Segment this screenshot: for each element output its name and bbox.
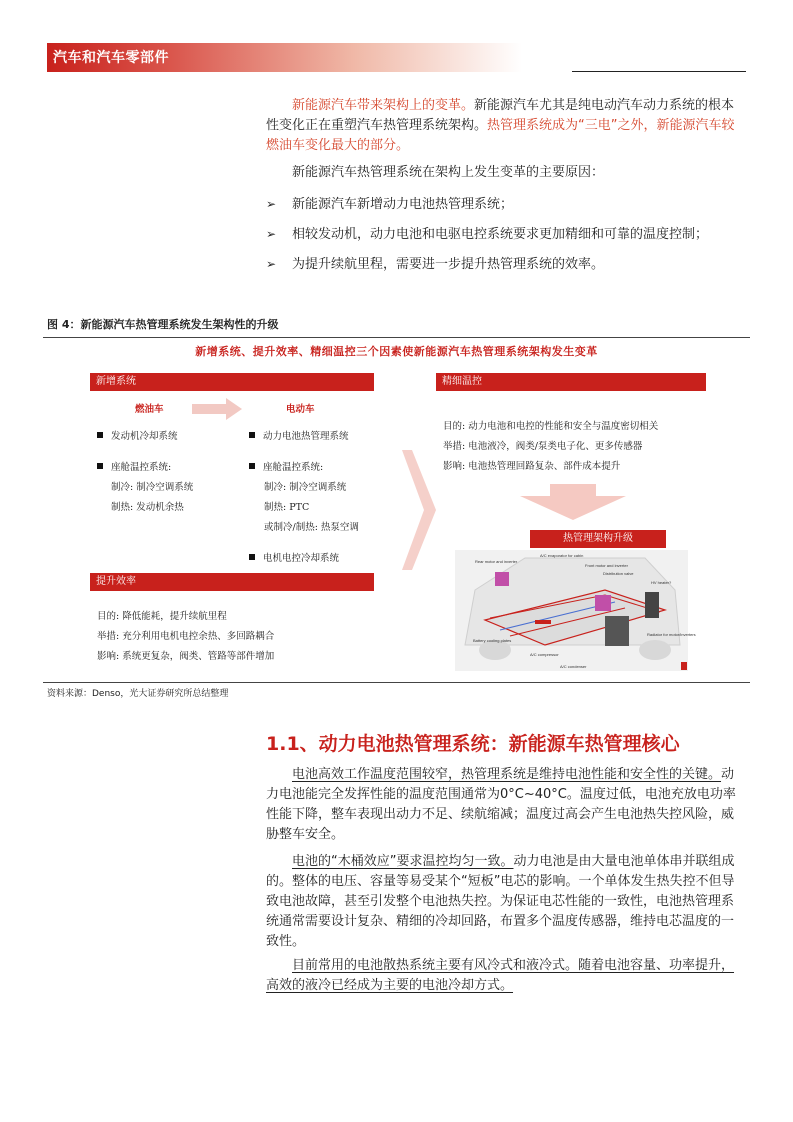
- arrow-bullet-icon: ➢: [266, 257, 277, 271]
- precise-line: 影响: 电池热管理回路复杂、部件成本提升: [443, 461, 621, 472]
- square-bullet-icon: [97, 463, 103, 469]
- section-title: 1.1、动力电池热管理系统：新能源车热管理核心: [266, 733, 680, 755]
- precise-line: 举措: 电池液冷，阀类/泵类电子化、更多传感器: [443, 441, 643, 452]
- ev-sub-item: 制热: PTC: [264, 502, 310, 513]
- ev-item: 动力电池热管理系统: [249, 430, 349, 443]
- fuel-sub-item: 制热: 发动机余热: [111, 502, 184, 513]
- diagram-label: Rear motor and inverter: [475, 559, 518, 564]
- efficiency-line: 目的: 降低能耗，提升续航里程: [97, 611, 227, 622]
- intro-p1-body: 新能源汽车尤其是纯电动汽车动力系统的根本性变化正在重塑汽车热管理系统架构。: [266, 98, 735, 133]
- diagram-label: Battery cooling plates: [473, 638, 512, 643]
- bullet-text: 相较发动机，动力电池和电驱电控系统要求更加精细和可靠的温度控制；: [292, 227, 709, 242]
- figure-bottom-rule: [43, 682, 750, 683]
- efficiency-line: 举措: 充分利用电机电控余热、多回路耦合: [97, 631, 275, 642]
- efficiency-bar: 提升效率: [90, 573, 374, 591]
- ev-sub-item: 制冷: 制冷空调系统: [264, 482, 347, 493]
- section-paragraph-2: [266, 852, 746, 952]
- diagram-label: Distribution valve: [603, 571, 634, 576]
- precise-control-bar: 精细温控: [436, 373, 706, 391]
- figure-headline: 新增系统、提升效率、精细温控三个因素使新能源汽车热管理系统架构发生变革: [195, 345, 598, 358]
- section-p1-body: 动力电池能完全发挥性能的温度范围通常为0°C~40°C。温度过低，电池充放电功率性能下降，整车表现出动力不足、续航缩减；温度过高会产生电池热失控风险，威胁整车安全。: [266, 767, 736, 842]
- ev-sub-item: 或制冷/制热: 热泵空调: [264, 522, 359, 533]
- efficiency-line: 影响: 系统更复杂，阀类、管路等部件增加: [97, 651, 275, 662]
- ev-heading: 电动车: [286, 404, 315, 415]
- bullet-item: [266, 194, 746, 215]
- section-paragraph-1: [266, 765, 746, 845]
- diagram-label: A/C condenser: [560, 664, 587, 669]
- section-p3-lead: 目前常用的电池散热系统主要有风冷式和液冷式。随着电池容量、功率提升，高效的液冷已经成为主要的电池冷却方式。: [266, 958, 735, 993]
- fuel-item: 发动机冷却系统: [97, 430, 178, 443]
- fuel-item: 座舱温控系统:: [97, 461, 171, 474]
- square-bullet-icon: [249, 463, 255, 469]
- bullet-item: [266, 254, 746, 275]
- section-p2-lead: 电池的“木桶效应”要求温控均匀一致。: [292, 854, 514, 869]
- fuel-car-heading: 燃油车: [135, 404, 164, 415]
- header-rule: [572, 71, 746, 72]
- architecture-bar: 热管理架构升级: [530, 530, 666, 548]
- intro-p1-highlight-a: 新能源汽车带来架构上的变革。: [292, 98, 475, 113]
- header-title: 汽车和汽车零部件: [53, 50, 169, 66]
- arrow-bullet-icon: ➢: [266, 227, 277, 241]
- vehicle-thermal-diagram: [455, 550, 696, 671]
- section-paragraph-3: [266, 956, 746, 996]
- diagram-label: A/C compressor: [530, 652, 559, 657]
- diagram-label: Radiator for motor/inverters: [647, 632, 696, 637]
- square-bullet-icon: [249, 432, 255, 438]
- intro-paragraph-2: 新能源汽车热管理系统在架构上发生变革的主要原因：: [292, 165, 605, 180]
- figure-source: 资料来源：Denso，光大证券研究所总结整理: [47, 689, 229, 699]
- figure-caption: 图 4：新能源汽车热管理系统发生架构性的升级: [47, 318, 279, 331]
- figure-top-rule: [43, 337, 750, 338]
- arrow-down-icon: [520, 484, 626, 520]
- bullet-item: [266, 224, 746, 245]
- square-bullet-icon: [97, 432, 103, 438]
- new-system-bar: 新增系统: [90, 373, 374, 391]
- precise-line: 目的: 动力电池和电控的性能和安全与温度密切相关: [443, 421, 659, 432]
- bullet-text: 为提升续航里程，需要进一步提升热管理系统的效率。: [292, 257, 605, 272]
- arrow-right-icon: [192, 398, 244, 420]
- diagram-label: HV heater?: [651, 580, 672, 585]
- section-p2-body: 动力电池是由大量电池单体串并联组成的。整体的电压、容量等易受某个“短板”电芯的影响。一个单体发生热失控不但导致电池故障，甚至引发整个电池热失控。为保证电芯性能的一致性，电池热管理系统通常需要设计复杂、精细的冷却回路，布置多个温度传感器，维持电芯温度的一致性。: [266, 854, 735, 949]
- diagram-label: A/C evaporator for cabin: [540, 553, 584, 558]
- diagram-label: Front motor and inverter: [585, 563, 628, 568]
- intro-paragraph-1: [266, 96, 746, 156]
- ev-item: 电机电控冷却系统: [249, 552, 339, 565]
- fuel-sub-item: 制冷: 制冷空调系统: [111, 482, 194, 493]
- section-p1-lead: 电池高效工作温度范围较窄，热管理系统是维持电池性能和安全性的关键。: [292, 767, 722, 782]
- ev-item: 座舱温控系统:: [249, 461, 323, 474]
- arrow-bullet-icon: ➢: [266, 197, 277, 211]
- bullet-text: 新能源汽车新增动力电池热管理系统；: [292, 197, 514, 212]
- square-bullet-icon: [249, 554, 255, 560]
- intro-p1-highlight-b: 热管理系统成为“三电”之外，新能源汽车较燃油车变化最大的部分。: [266, 118, 735, 153]
- chevron-arrow-icon: [402, 450, 436, 570]
